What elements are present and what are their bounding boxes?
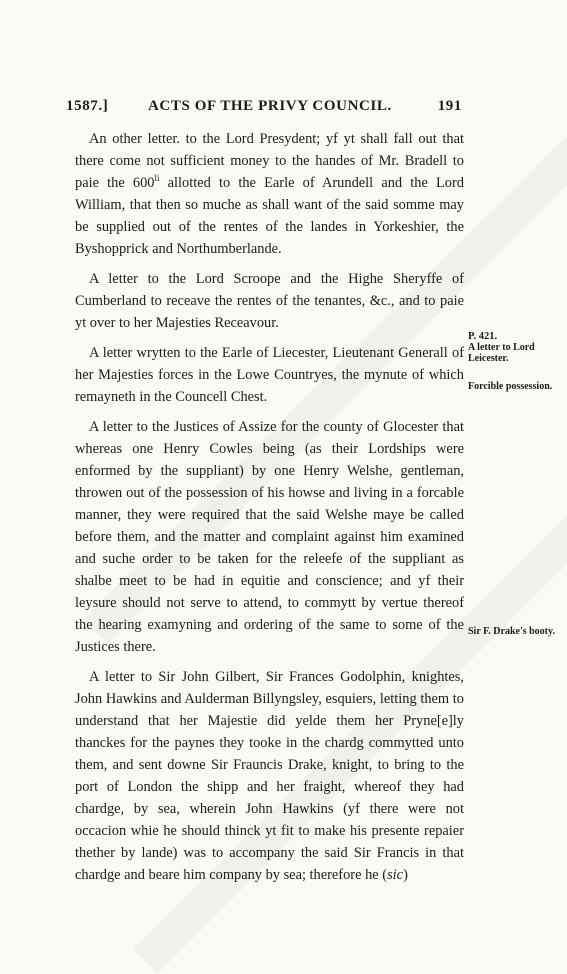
margin-note-leicester — [468, 331, 564, 364]
paragraph-lord-scroope: A letter to the Lord Scroope and the Highe Sheryffe of Cumberland to receave the rentes of the tenantes, &c., and to paie yt over to her Majesties Receavour. — [75, 271, 464, 331]
header-year: 1587.] — [66, 98, 109, 114]
paragraph-text: An other letter. to the Lord Presydent; yf yt shall fall out that there come not sufficient money to the handes of Mr. Bradell to paie the 600 — [75, 131, 464, 191]
paragraph-text: allotted to the Earle of Arundell and the Lord William, that then so muche as shall want of the said somme may be supplied out of the rentes of the landes in Yorkeshier, the Byshopprick and Northumberlande. — [75, 175, 464, 257]
margin-note-possession — [468, 381, 564, 392]
margin-note-drake — [468, 626, 564, 637]
margin-note-text: A letter to Lord Leicester. — [468, 342, 535, 364]
page-reference: P. 421. — [468, 331, 498, 342]
paragraph-lord-president — [75, 128, 464, 260]
paragraph-text: A letter to Sir John Gilbert, Sir Frances Godolphin, knightes, John Hawkins and Aulderman Billyngsley, esquiers, letting them to understand that her Majestie did yelde them her Pryne[e]ly thanckes for the paynes they tooke in the chardg commytted unto them, and sent downe Sir Frauncis Drake, knight, to bring to the port of London the shipp and her fraight, whereof they had chardge, by sea, wherein John Hawkins (yf there were not occacion whie he should thinck yt fit to make his presente repaier thether by lande) was to accompany the said Sir Francis in that chardge and beare him company by sea; therefore he ( — [75, 669, 464, 883]
paragraph-earle-liecester: A letter wrytten to the Earle of Liecester, Lieutenant Generall of her Majesties forces in the Lowe Countryes, the mynute of which remayneth in the Councell Chest. — [75, 345, 464, 405]
header-title: ACTS OF THE PRIVY COUNCIL. — [148, 98, 392, 114]
page-number: 191 — [437, 98, 462, 114]
superscript-li: li — [154, 173, 160, 183]
body-text — [75, 128, 464, 894]
paragraph-text: ) — [403, 867, 408, 883]
paragraph-justices-glocester: A letter to the Justices of Assize for the county of Glocester that whereas one Henry Cowles being (as their Lordships were enformed by the suppliant) by one Henry Welshe, gentleman, throwen out of the possession of his howse and living in a forcable manner, they were required that the said Welshe maye be called before them, and the matter and complaint against him examined and suche order to be taken for the releefe of the suppliant as shalbe meet to be had in equitie and conscience; and yf their leysure should not serve to attend, to commytt by vertue thereof the hearing examyning and ordering of the same to some of the Justices there. — [75, 419, 464, 655]
margin-note-text: Forcible possession. — [468, 381, 553, 392]
paragraph-sir-john-gilbert — [75, 666, 464, 886]
margin-note-text: Sir F. Drake's booty. — [468, 626, 555, 637]
sic-annotation: sic — [387, 867, 404, 883]
running-head — [66, 98, 462, 120]
